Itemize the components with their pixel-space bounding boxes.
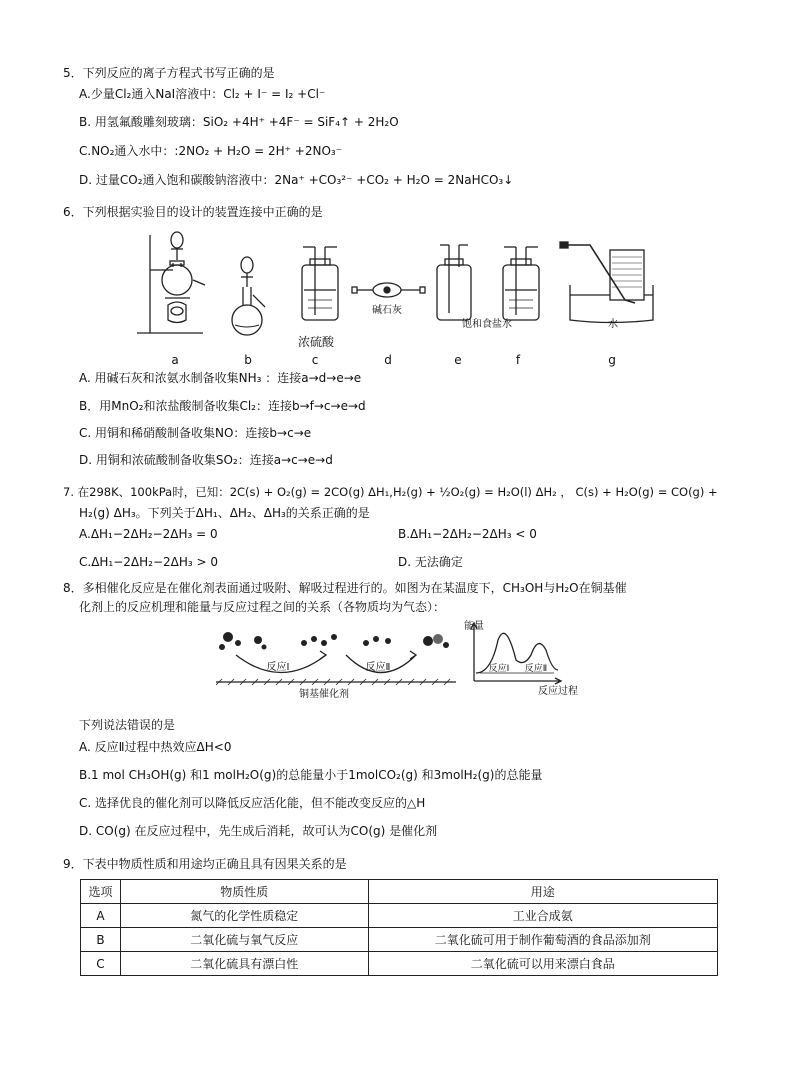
q6-option-a: A. 用碱石灰和浓氨水制备收集NH₃ ：连接a→d→e→e [79,371,362,385]
letter-d: d [384,353,392,367]
cell-use: 二氧化硫可用于制作葡萄酒的食品添加剂 [368,928,717,952]
label-cu-catalyst: 铜基催化剂 [299,689,349,700]
label-soda-lime: 碱石灰 [372,305,402,316]
label-reaction-2: 反应Ⅱ [365,662,391,673]
apparatus-a [137,232,205,333]
cell-property: 二氧化硫具有漂白性 [120,952,368,976]
cell-property: 二氧化硫与氧气反应 [120,928,368,952]
header-property: 物质性质 [120,880,368,904]
q7-option-a: A.ΔH₁−2ΔH₂−2ΔH₃ = 0 [79,527,218,541]
q5-stem: 5．下列反应的离子方程式书写正确的是 [63,66,275,80]
header-option: 选项 [81,880,121,904]
cell-property: 氮气的化学性质稳定 [120,904,368,928]
q9-table [80,879,718,976]
q6-option-c: C. 用铜和稀硝酸制备收集NO：连接b→c→e [79,426,312,440]
apparatus-e [437,245,471,320]
label-conc-sulfuric-acid: 浓硫酸 [298,335,335,349]
letter-b: b [244,353,252,367]
apparatus-g [560,242,653,323]
cell-use: 工业合成氨 [368,904,717,928]
q5-option-b: B. 用氢氟酸雕刻玻璃：SiO₂ +4H⁺ +4F⁻ = SiF₄↑ + 2H₂O [79,115,399,129]
q5-option-d: D. 过量CO₂通入饱和碳酸钠溶液中：2Na⁺ +CO₃²⁻ +CO₂ + H₂O = 2NaHCO₃↓ [79,173,514,187]
q8-option-a: A. 反应Ⅱ过程中热效应ΔH<0 [79,740,232,754]
q7-stem-line2: H₂(g) ΔH₃。下列关于ΔH₁、ΔH₂、ΔH₃的关系正确的是 [79,506,370,520]
letter-c: c [311,353,319,367]
q5-option-a: A.少量Cl₂通入NaI溶液中：Cl₂ + I⁻ = I₂ +Cl⁻ [79,87,326,101]
label-water: 水 [608,319,618,330]
apparatus-b [232,257,265,335]
graph-label-reaction-1: 反应Ⅰ [488,664,510,674]
letter-f: f [515,353,521,367]
cell-option: A [81,904,121,928]
apparatus-d [352,283,425,297]
table-row [81,928,718,952]
q7-stem-line1: 7. 在298K、100kPa时，已知：2C(s) + O₂(g) = 2CO(g) ΔH₁,H₂(g) + ½O₂(g) = H₂O(l) ΔH₂ ， C(s) + H₂O(g) = CO(g) + [63,485,718,499]
table-row [81,952,718,976]
letter-e: e [454,353,462,367]
label-energy-axis: 能量 [464,621,484,632]
apparatus-f [503,247,539,320]
table-row [81,904,718,928]
mechanism-figure [216,615,591,700]
energy-profile-graph [471,623,561,684]
letter-g: g [608,353,616,367]
q8-option-b: B.1 mol CH₃OH(g) 和1 molH₂O(g)的总能量小于1molCO₂(g) 和3molH₂(g)的总能量 [79,768,543,782]
table-header-row [81,880,718,904]
label-saturated-brine: 饱和食盐水 [462,319,512,330]
q8-stem-line1: 8．多相催化反应是在催化剂表面通过吸附、解吸过程进行的。如图为在某温度下，CH₃OH与H₂O在铜基催 [63,581,627,595]
q6-option-d: D. 用铜和浓硫酸制备收集SO₂：连接a→c→e→d [79,453,333,467]
letter-a: a [171,353,179,367]
cell-option: C [81,952,121,976]
q8-option-c: C. 选择优良的催化剂可以降低反应活化能，但不能改变反应的△H [79,796,426,810]
q5-option-c: C.NO₂通入水中：:2NO₂ + H₂O = 2H⁺ +2NO₃⁻ [79,144,343,158]
q7-option-b: B.ΔH₁−2ΔH₂−2ΔH₃ < 0 [398,527,537,541]
q6-stem: 6．下列根据实验目的设计的装置连接中正确的是 [63,205,323,219]
apparatus-c [302,247,338,320]
q7-option-d: D. 无法确定 [398,555,463,569]
label-reaction-1: 反应Ⅰ [266,662,290,673]
header-use: 用途 [368,880,717,904]
cell-option: B [81,928,121,952]
q8-prompt: 下列说法错误的是 [79,718,176,732]
q8-stem-line2: 化剂上的反应机理和能量与反应过程之间的关系（各物质均为气态）： [79,600,446,614]
label-process-axis: 反应过程 [538,686,578,697]
q9-stem: 9．下表中物质性质和用途均正确且具有因果关系的是 [63,857,347,871]
graph-label-reaction-2: 反应Ⅱ [524,664,548,674]
apparatus-figure [135,225,665,340]
q6-option-b: B．用MnO₂和浓盐酸制备收集Cl₂：连接b→f→c→e→d [79,399,366,413]
cell-use: 二氧化硫可以用来漂白食品 [368,952,717,976]
q8-option-d: D. CO(g) 在反应过程中，先生成后消耗，故可认为CO(g) 是催化剂 [79,824,438,838]
q7-option-c: C.ΔH₁−2ΔH₂−2ΔH₃ > 0 [79,555,219,569]
